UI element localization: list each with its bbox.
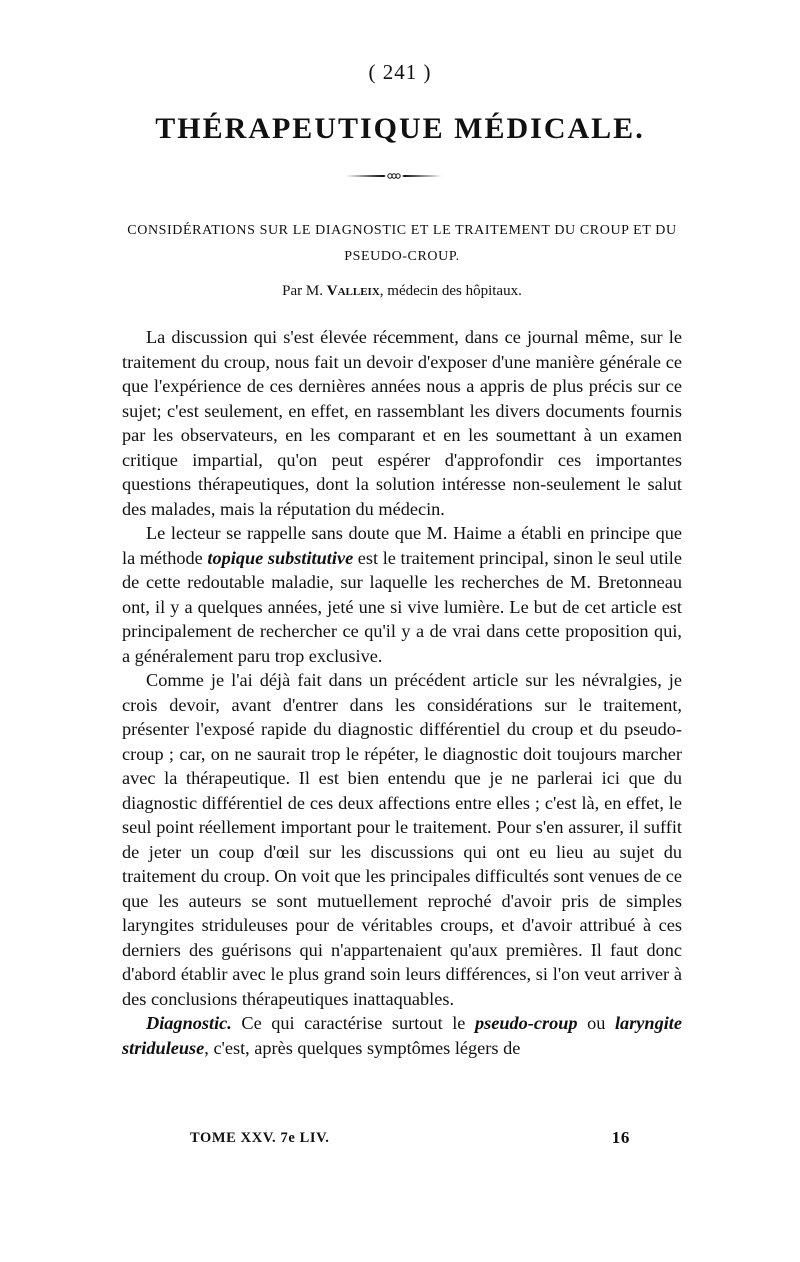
paragraph-3: Comme je l'ai déjà fait dans un précédent article sur les névralgies, je crois devoir, avant d'entrer dans les considérations sur le traitement, présenter l'exposé rapide du diagnostic différentiel du croup et du pseudo-croup ; car, on ne saurait trop le répéter, le diagnostic doit toujours marcher avec la thérapeutique. Il est bien entendu que je ne parlerai ici que du diagnostic différentiel de ces deux affections entre elles ; c'est là, en effet, le seul point réellement important pour le traitement. Pour s'en assurer, il suffit de jeter un coup d'œil sur les discussions qui ont eu lieu au sujet du traitement du croup. On voit que les principales difficultés sont venues de ce que les auteurs se sont mutuellement reproché d'avoir pris de simples laryngites striduleuses pour de véritables croups, et d'avoir attribué à ces derniers des guérisons qui n'appartenaient qu'aux premières. Il faut donc d'abord établir avec le plus grand soin leurs différences, si l'on veut arriver à des conclusions thérapeutiques inattaquables.	[122, 670, 682, 1009]
paragraph-1: La discussion qui s'est élevée récemment, dans ce journal même, sur le traitement du croup, nous fait un devoir d'exposer d'une manière générale ce que l'expérience de ces dernières années nous a appris de plus précis sur ce sujet; c'est seulement, en effet, en rassemblant les divers documents fournis par les observateurs, en les comparant et en les soumettant à un examen critique impartial, qu'on peut espérer d'approfondir ces importantes questions thérapeutiques, dont la solution intéresse non-seulement le salut des malades, mais la réputation du médecin.	[122, 327, 682, 519]
article-subtitle: CONSIDÉRATIONS SUR LE DIAGNOSTIC ET LE TRAITEMENT DU CROUP ET DU PSEUDO-CROUP.	[127, 223, 677, 264]
emphasis-pseudo-croup: pseudo-croup	[474, 1013, 578, 1033]
author-name: Valleix	[326, 283, 380, 299]
paragraph-4	[122, 1011, 682, 1060]
page-number: ( 241 )	[368, 60, 432, 84]
paragraph-4-text-a: Ce qui caractérise surtout le	[231, 1013, 475, 1033]
emphasis-diagnostic: Diagnostic.	[146, 1013, 232, 1033]
paragraph-4-text-b: ou	[577, 1013, 615, 1033]
signature-mark: 16	[611, 1128, 630, 1147]
paragraph-2	[122, 521, 682, 668]
author-suffix: , médecin des hôpitaux.	[379, 283, 522, 299]
emphasis-topique-substitutive: topique substitutive	[207, 547, 354, 568]
emphasis-laryngite-striduleuse: laryngite striduleuse	[122, 1013, 682, 1058]
article-body	[122, 325, 682, 1060]
tome-label: TOME XXV. 7e LIV.	[190, 1130, 330, 1146]
paragraph-2-text-a: Le lecteur se rappelle sans doute que M. Haime a établi en principe que la méthode	[122, 523, 682, 568]
ornament-divider	[344, 172, 444, 180]
author-line	[124, 283, 680, 300]
page-title: THÉRAPEUTIQUE MÉDICALE.	[155, 112, 645, 145]
paragraph-4-text-c: , c'est, après quelques symptômes légers de	[204, 1037, 521, 1058]
author-prefix: Par M.	[282, 283, 324, 299]
paragraph-2-text-b: est le traitement principal, sinon le seul utile de cette redoutable maladie, sur laquelle les recherches de M. Bretonneau ont, il y a quelques années, jeté une si vive lumière. Le but de cet article est principalement de rechercher ce qu'il y a de vrai dans cette proposition qui, a généralement paru trop exclusive.	[122, 547, 682, 666]
